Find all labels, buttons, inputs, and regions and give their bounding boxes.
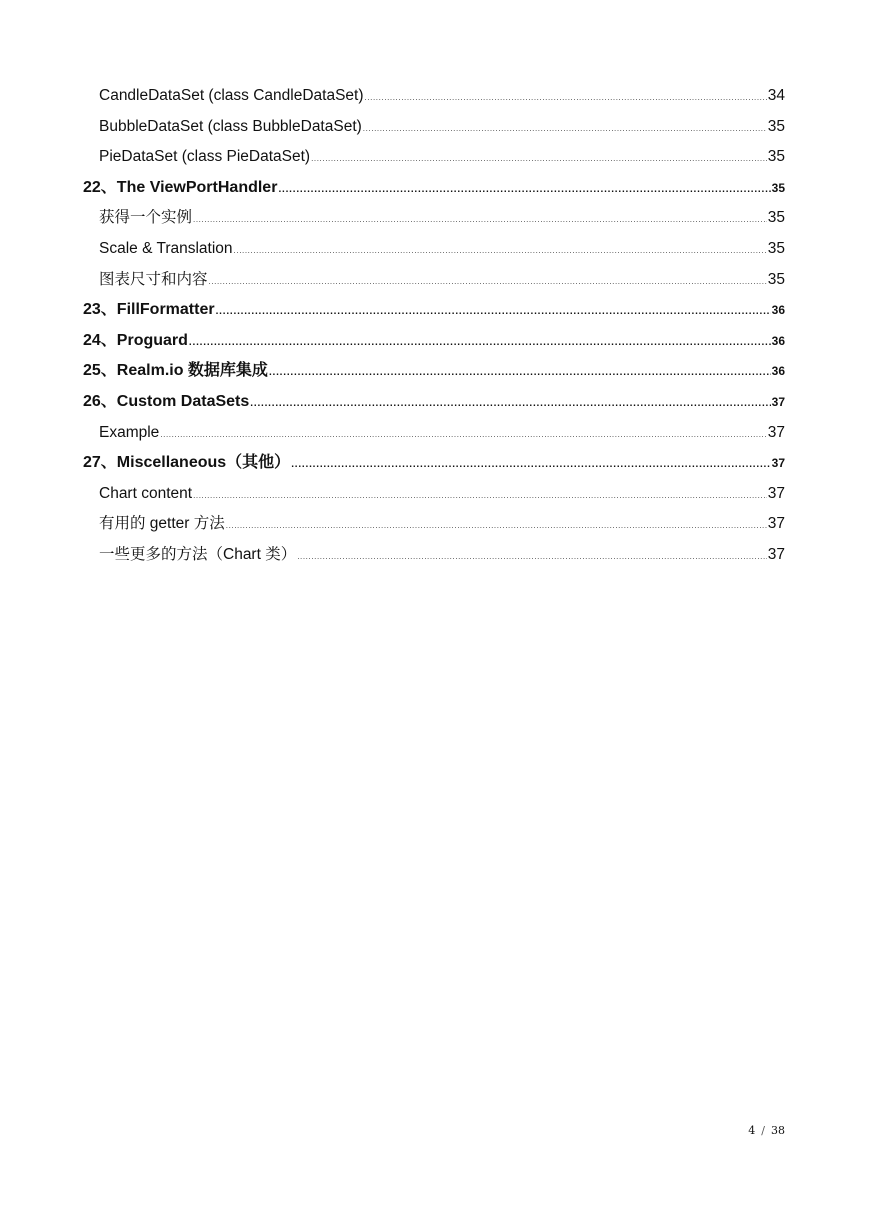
- toc-entry-page: 35: [767, 117, 785, 135]
- toc-entry[interactable]: [83, 265, 785, 296]
- toc-entry-title: 有用的 getter 方法: [99, 515, 225, 533]
- toc-chapter-page: 37: [771, 394, 785, 409]
- page-separator: /: [761, 1124, 765, 1137]
- toc-chapter-page: 36: [771, 303, 785, 318]
- toc-leader-dots: [297, 553, 767, 561]
- page-number-footer: [748, 1124, 785, 1137]
- toc-chapter-title: 24、Proguard: [83, 331, 188, 349]
- toc-entry-page: 34: [767, 87, 785, 104]
- total-page-count: 38: [771, 1124, 785, 1137]
- toc-leader-dots: [291, 460, 770, 470]
- toc-chapter[interactable]: [83, 295, 785, 326]
- toc-chapter[interactable]: [83, 448, 785, 479]
- toc-chapter[interactable]: [83, 387, 785, 418]
- toc-leader-dots: [209, 278, 767, 286]
- toc-entry[interactable]: [83, 112, 785, 143]
- toc-leader-dots: [269, 368, 771, 378]
- toc-chapter-title: 23、FillFormatter: [83, 301, 215, 319]
- toc-leader-dots: [363, 125, 767, 133]
- toc-entry-title: 获得一个实例: [99, 209, 193, 227]
- toc-leader-dots: [160, 431, 766, 439]
- toc-leader-dots: [193, 492, 767, 500]
- toc-leader-dots: [365, 94, 767, 102]
- toc-entry[interactable]: [83, 509, 785, 540]
- toc-chapter-title: 27、Miscellaneous（其他）: [83, 454, 291, 472]
- toc-chapter-page: 36: [771, 364, 785, 379]
- toc-chapter-title: 22、The ViewPortHandler: [83, 178, 278, 196]
- toc-entry-title: CandleDataSet (class CandleDataSet): [99, 87, 364, 104]
- toc-entry-page: 35: [767, 270, 785, 288]
- toc-chapter-page: 35: [771, 180, 785, 195]
- toc-entry-page: 37: [767, 423, 785, 441]
- toc-leader-dots: [278, 185, 770, 195]
- toc-entry[interactable]: [83, 540, 785, 571]
- toc-leader-dots: [226, 522, 767, 530]
- toc-entry-page: 35: [767, 148, 785, 166]
- toc-chapter[interactable]: [83, 356, 785, 387]
- toc-entry[interactable]: [83, 203, 785, 234]
- toc-chapter-page: 36: [771, 333, 785, 348]
- table-of-contents: [83, 81, 785, 571]
- toc-entry-title: Scale & Translation: [99, 239, 233, 257]
- toc-entry-title: PieDataSet (class PieDataSet): [99, 148, 311, 166]
- toc-entry-title: 一些更多的方法（Chart 类）: [99, 545, 297, 563]
- toc-chapter-title: 26、Custom DataSets: [83, 392, 250, 410]
- toc-entry[interactable]: [83, 81, 785, 112]
- toc-entry[interactable]: [83, 479, 785, 510]
- toc-leader-dots: [234, 247, 767, 255]
- toc-leader-dots: [250, 399, 770, 409]
- toc-entry[interactable]: [83, 142, 785, 173]
- toc-entry-title: BubbleDataSet (class BubbleDataSet): [99, 117, 362, 135]
- toc-leader-dots: [189, 338, 771, 348]
- toc-entry-title: Chart content: [99, 484, 193, 502]
- toc-entry-title: Example: [99, 423, 160, 441]
- toc-leader-dots: [193, 216, 767, 224]
- toc-entry-page: 37: [767, 484, 785, 502]
- current-page-number: 4: [748, 1124, 756, 1137]
- toc-chapter[interactable]: [83, 326, 785, 357]
- toc-entry[interactable]: [83, 234, 785, 265]
- toc-leader-dots: [311, 155, 767, 163]
- toc-leader-dots: [216, 307, 771, 317]
- toc-entry[interactable]: [83, 418, 785, 449]
- toc-entry-title: 图表尺寸和内容: [99, 270, 208, 288]
- toc-entry-page: 37: [767, 515, 785, 533]
- toc-chapter-page: 37: [771, 456, 785, 471]
- toc-chapter[interactable]: [83, 173, 785, 204]
- toc-chapter-title: 25、Realm.io 数据库集成: [83, 362, 268, 380]
- toc-entry-page: 35: [767, 239, 785, 257]
- toc-entry-page: 37: [767, 545, 785, 563]
- toc-entry-page: 35: [767, 209, 785, 227]
